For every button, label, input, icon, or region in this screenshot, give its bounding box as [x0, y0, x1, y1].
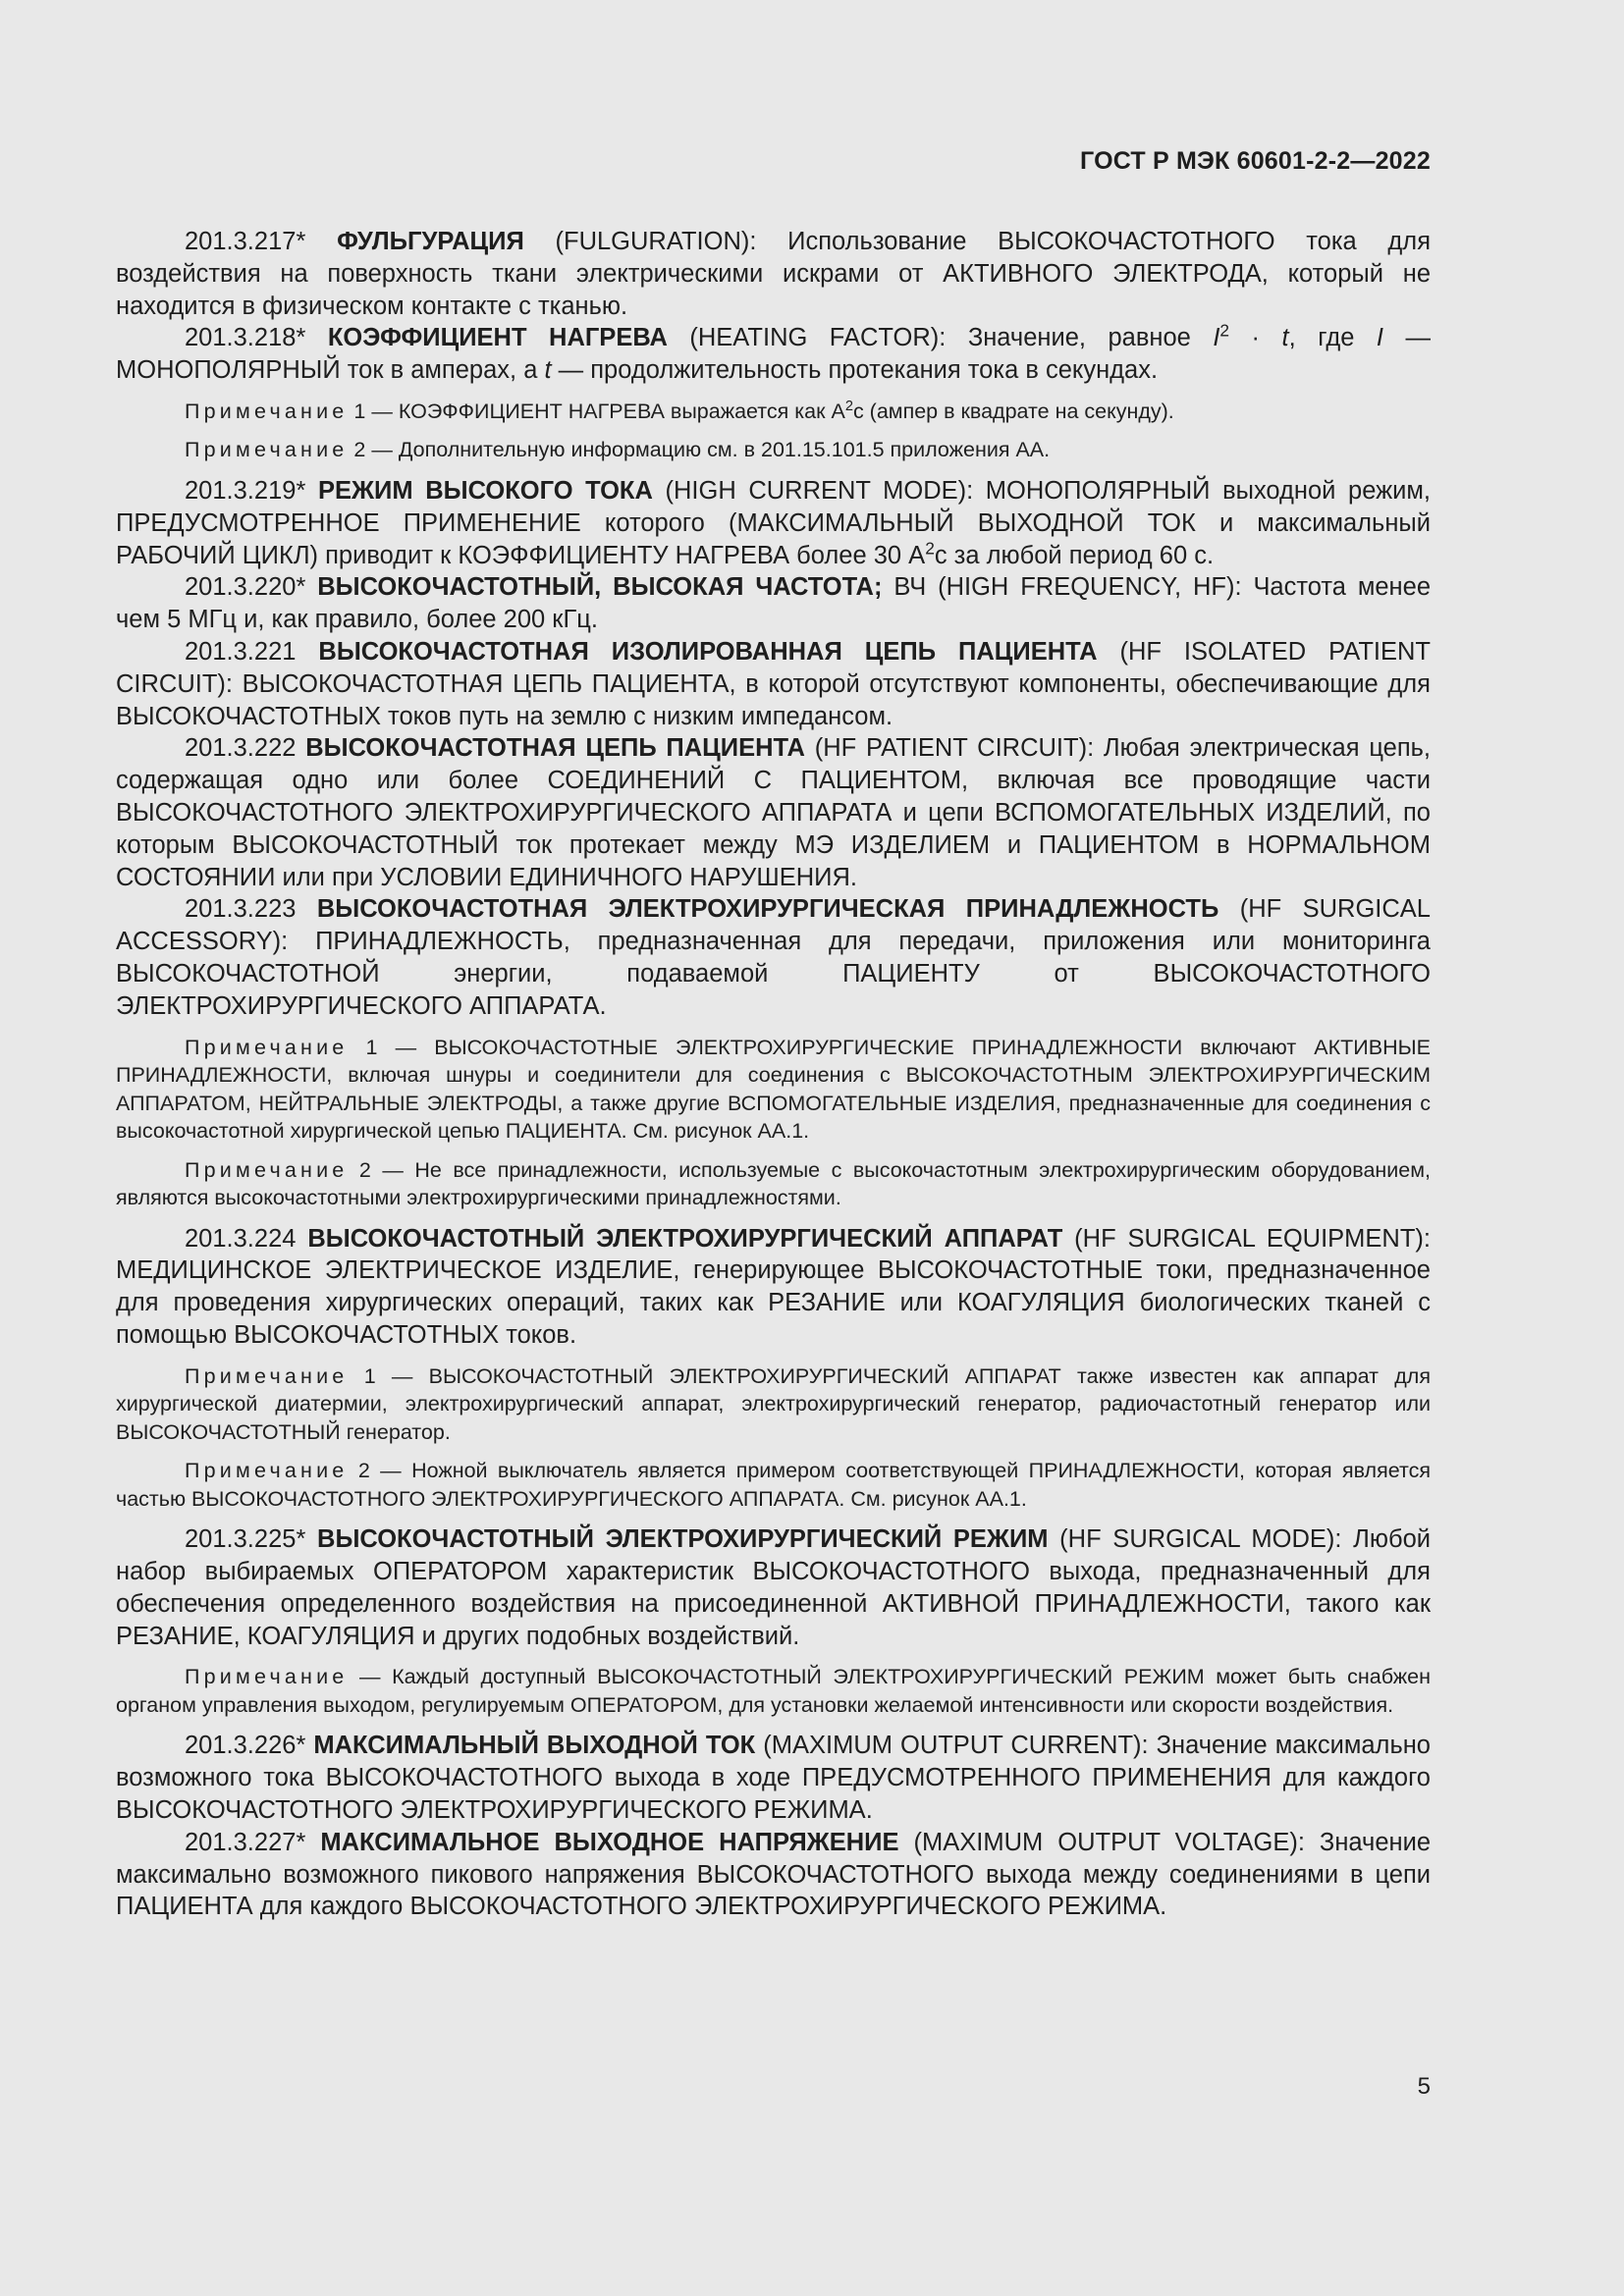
clause-number: 201.3.226*	[185, 1732, 314, 1760]
term-title: ФУЛЬГУРАЦИЯ	[337, 228, 524, 255]
note-218-2	[116, 436, 1431, 464]
note-label: Примечание	[185, 1665, 349, 1689]
definition-201-3-224	[116, 1223, 1431, 1352]
note-224-1	[116, 1362, 1431, 1447]
note-218-1	[116, 398, 1431, 426]
definition-201-3-225	[116, 1523, 1431, 1652]
exponent: 2	[925, 538, 935, 559]
definition-201-3-218	[116, 322, 1431, 387]
definition-text: — продолжительность протекания тока в секундах.	[551, 356, 1159, 385]
clause-number: 201.3.217*	[185, 228, 338, 255]
note-text: с (ампер в квадрате на секунду).	[852, 399, 1174, 423]
definition-text: (HF SURGICAL EQUIPMENT): МЕДИЦИНСКОЕ ЭЛЕКТРИЧЕСКОЕ ИЗДЕЛИЕ, генерирующее ВЫСОКОЧАСТОТНЫЕ токи, предназначенное для проведения хирургических операций, таких как РЕЗАНИЕ или КОАГУЛЯЦИЯ биологических тканей с помощью ВЫСОКОЧАСТОТНЫХ токов.	[116, 1224, 1431, 1349]
definition-201-3-222	[116, 732, 1431, 893]
note-label: Примечание	[185, 1459, 349, 1483]
term-title: КОЭФФИЦИЕНТ НАГРЕВА	[327, 324, 668, 352]
note-number: 1 —	[348, 1363, 429, 1388]
note-label: Примечание	[185, 1035, 349, 1059]
note-text: КОЭФФИЦИЕНТ НАГРЕВА выражается как А	[398, 399, 845, 423]
definition-text: (MAXIMUM OUTPUT CURRENT): Значение максимально возможного тока ВЫСОКОЧАСТОТНОГО выхода в ходе ПРЕДУСМОТРЕННОГО ПРИМЕНЕНИЯ для каждого ВЫСОКОЧАСТОТНОГО ЭЛЕКТРОХИРУРГИЧЕСКОГО РЕЖИМА.	[116, 1732, 1431, 1824]
definition-text: (MAXIMUM OUTPUT VOLTAGE): Значение максимально возможного пикового напряжения ВЫСОКОЧАСТОТНОГО выхода между соединениями в цепи ПАЦИЕНТА для каждого ВЫСОКОЧАСТОТНОГО ЭЛЕКТРОХИРУРГИЧЕСКОГО РЕЖИМА.	[116, 1828, 1432, 1921]
formula-exponent: 2	[1219, 320, 1230, 341]
note-number: 2 —	[348, 1459, 412, 1483]
note-label: Примечание	[185, 1363, 349, 1388]
term-title: МАКСИМАЛЬНЫЙ ВЫХОДНОЙ ТОК	[313, 1732, 756, 1760]
definition-text: — МОНОПОЛЯРНЫЙ ток в амперах, а	[116, 324, 1431, 385]
clause-number: 201.3.221	[185, 637, 319, 666]
definition-201-3-219	[116, 475, 1431, 571]
note-text: ВЫСОКОЧАСТОТНЫЙ ЭЛЕКТРОХИРУРГИЧЕСКИЙ АППАРАТ также известен как аппарат для хирургической диатермии, электрохирургический аппарат, электрохирургический генератор, радиочастотный генератор или ВЫСОКОЧАСТОТНЫЙ генератор.	[116, 1363, 1431, 1444]
definition-text: (HF SURGICAL MODE): Любой набор выбираемых ОПЕРАТОРОМ характеристик ВЫСОКОЧАСТОТНОГО выхода, предназначенный для обеспечения определенного воздействия на присоединенной АКТИВНОЙ ПРИНАДЛЕЖНОСТИ, такого как РЕЗАНИЕ, КОАГУЛЯЦИЯ и других подобных воздействий.	[116, 1525, 1431, 1650]
note-224-2	[116, 1457, 1431, 1513]
clause-number: 201.3.219*	[185, 476, 318, 505]
formula-variable: t	[544, 356, 552, 385]
note-223-1	[116, 1034, 1431, 1146]
definition-201-3-226	[116, 1730, 1431, 1826]
formula-operator: ·	[1229, 324, 1282, 352]
standard-code-header: ГОСТ Р МЭК 60601-2-2—2022	[1080, 147, 1431, 175]
term-title: ВЫСОКОЧАСТОТНАЯ ЦЕПЬ ПАЦИЕНТА	[305, 734, 805, 763]
note-number: —	[348, 1665, 393, 1689]
definition-text: , где	[1288, 324, 1377, 352]
definition-201-3-227	[116, 1827, 1431, 1923]
page-number: 5	[1417, 2073, 1431, 2100]
note-text: Не все принадлежности, используемые с высокочастотным электрохирургическим оборудованием, являются высокочастотными электрохирургическими принадлежностями.	[116, 1157, 1431, 1210]
note-text: Ножной выключатель является примером соответствующей ПРИНАДЛЕЖНОСТИ, которая является частью ВЫСОКОЧАСТОТНОГО ЭЛЕКТРОХИРУРГИЧЕСКОГО АППАРАТА. См. рисунок АА.1.	[116, 1459, 1431, 1511]
formula-variable: t	[1281, 324, 1289, 352]
term-title: ВЫСОКОЧАСТОТНАЯ ИЗОЛИРОВАННАЯ ЦЕПЬ ПАЦИЕНТА	[318, 637, 1098, 666]
definition-text: (HF ISOLATED PATIENT CIRCUIT): ВЫСОКОЧАСТОТНАЯ ЦЕПЬ ПАЦИЕНТА, в которой отсутствуют компоненты, обеспечивающие для ВЫСОКОЧАСТОТНЫХ токов путь на землю с низким импедансом.	[116, 637, 1432, 730]
clause-number: 201.3.218*	[185, 324, 328, 352]
note-223-2	[116, 1156, 1431, 1212]
note-number: 1 —	[348, 1035, 435, 1059]
definition-text: (FULGURATION): Использование ВЫСОКОЧАСТОТНОГО тока для воздействия на поверхность ткани электрическими искрами от АКТИВНОГО ЭЛЕКТРОДА, который не находится в физическом контакте с тканью.	[116, 228, 1431, 320]
clause-number: 201.3.224	[185, 1224, 308, 1253]
definition-text: (HF SURGICAL ACCESSORY): ПРИНАДЛЕЖНОСТЬ, предназначенная для передачи, приложения или мониторинга ВЫСОКОЧАСТОТНОЙ энергии, подаваемой ПАЦИЕНТУ от ВЫСОКОЧАСТОТНОГО ЭЛЕКТРОХИРУРГИЧЕСКОГО АППАРАТА.	[116, 895, 1431, 1020]
note-text: Каждый доступный ВЫСОКОЧАСТОТНЫЙ ЭЛЕКТРОХИРУРГИЧЕСКИЙ РЕЖИМ может быть снабжен органом управления выходом, регулируемым ОПЕРАТОРОМ, для установки желаемой интенсивности или скорости воздействия.	[116, 1665, 1431, 1717]
term-title: ВЫСОКОЧАСТОТНЫЙ, ВЫСОКАЯ ЧАСТОТА;	[317, 573, 883, 602]
definition-text: (HF PATIENT CIRCUIT): Любая электрическая цепь, содержащая одно или более СОЕДИНЕНИЙ С ПАЦИЕНТОМ, включая все проводящие части ВЫСОКОЧАСТОТНОГО ЭЛЕКТРОХИРУРГИЧЕСКОГО АППАРАТА и цепи ВСПОМОГАТЕЛЬНЫХ ИЗДЕЛИЙ, по которым ВЫСОКОЧАСТОТНЫЙ ток протекает между МЭ ИЗДЕЛИЕМ и ПАЦИЕНТОМ в НОРМАЛЬНОМ СОСТОЯНИИ или при УСЛОВИИ ЕДИНИЧНОГО НАРУШЕНИЯ.	[116, 734, 1431, 891]
definition-text: ВЧ (HIGH FREQUENCY, HF): Частота менее чем 5 МГц и, как правило, более 200 кГц.	[116, 573, 1431, 634]
note-text: ВЫСОКОЧАСТОТНЫЕ ЭЛЕКТРОХИРУРГИЧЕСКИЕ ПРИНАДЛЕЖНОСТИ включают АКТИВНЫЕ ПРИНАДЛЕЖНОСТИ, включая шнуры и соединители для соединения с ВЫСОКОЧАСТОТНЫМ ЭЛЕКТРОХИРУРГИЧЕСКИМ АППАРАТОМ, НЕЙТРАЛЬНЫЕ ЭЛЕКТРОДЫ, а также другие ВСПОМОГАТЕЛЬНЫЕ ИЗДЕЛИЯ, предназначенные для соединения с высокочастотной хирургической цепью ПАЦИЕНТА. См. рисунок АА.1.	[116, 1035, 1431, 1144]
clause-number: 201.3.220*	[185, 573, 318, 602]
clause-number: 201.3.225*	[185, 1525, 318, 1554]
definition-201-3-221	[116, 636, 1431, 732]
term-title: МАКСИМАЛЬНОЕ ВЫХОДНОЕ НАПРЯЖЕНИЕ	[320, 1828, 899, 1856]
note-number: 1 —	[348, 399, 399, 423]
note-label: Примечание	[185, 1157, 349, 1182]
note-label: Примечание	[185, 438, 349, 462]
term-title: РЕЖИМ ВЫСОКОГО ТОКА	[317, 476, 653, 505]
clause-number: 201.3.222	[185, 734, 306, 763]
note-text: Дополнительную информацию см. в 201.15.101.5 приложения АА.	[398, 438, 1051, 462]
clause-number: 201.3.223	[185, 895, 317, 924]
formula-variable: I	[1213, 324, 1220, 352]
note-number: 2 —	[348, 1157, 415, 1182]
definition-201-3-217	[116, 226, 1431, 322]
note-label: Примечание	[185, 399, 349, 423]
note-225	[116, 1663, 1431, 1719]
term-title: ВЫСОКОЧАСТОТНАЯ ЭЛЕКТРОХИРУРГИЧЕСКАЯ ПРИНАДЛЕЖНОСТЬ	[316, 895, 1219, 924]
clause-number: 201.3.227*	[185, 1828, 321, 1856]
definition-201-3-223	[116, 893, 1431, 1022]
term-title: ВЫСОКОЧАСТОТНЫЙ ЭЛЕКТРОХИРУРГИЧЕСКИЙ РЕЖИМ	[317, 1525, 1049, 1554]
exponent: 2	[844, 398, 853, 414]
definition-text: (HIGH CURRENT MODE): МОНОПОЛЯРНЫЙ выходной режим, ПРЕДУСМОТРЕННОЕ ПРИМЕНЕНИЕ которого (МАКСИМАЛЬНЫЙ ВЫХОДНОЙ ТОК и максимальный РАБОЧИЙ ЦИКЛ) приводит к КОЭФФИЦИЕНТУ НАГРЕВА более 30 А	[116, 476, 1432, 569]
definition-201-3-220	[116, 571, 1431, 636]
definition-text: (HEATING FACTOR): Значение, равное	[667, 324, 1214, 352]
formula-variable: I	[1376, 324, 1383, 352]
definition-text: с за любой период 60 с.	[934, 541, 1215, 569]
note-number: 2 —	[348, 438, 399, 462]
document-body	[116, 226, 1431, 1923]
term-title: ВЫСОКОЧАСТОТНЫЙ ЭЛЕКТРОХИРУРГИЧЕСКИЙ АППАРАТ	[307, 1224, 1063, 1253]
